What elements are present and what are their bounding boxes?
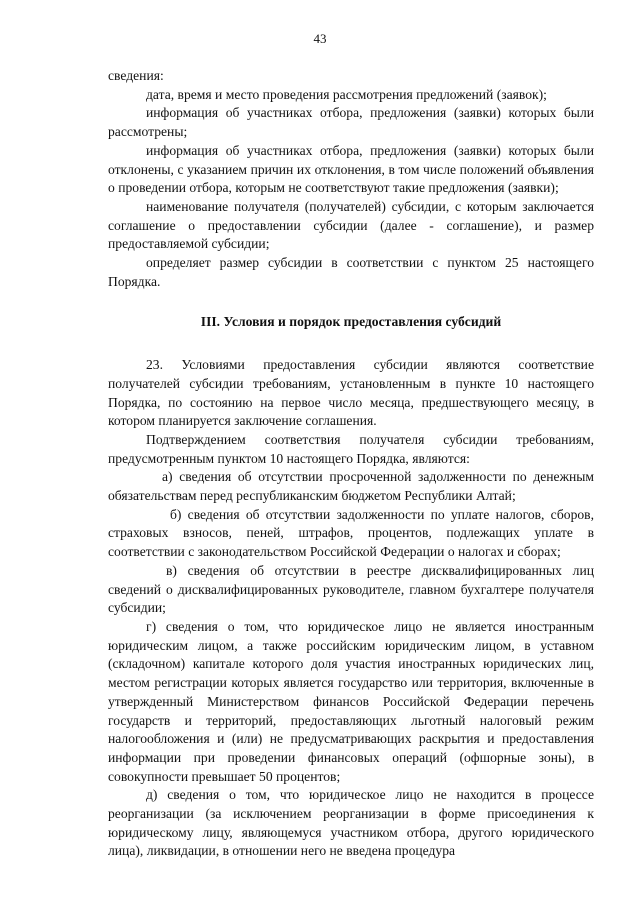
intro-item-recipient: наименование получателя (получателей) субсидии, с которым заключается соглашение о предоставлении субсидии (далее - соглашение), и размер предоставляемой субсидии;: [108, 198, 594, 252]
clause-b: б) сведения об отсутствии задолженности по уплате налогов, сборов, страховых взносов, пеней, штрафов, процентов, подлежащих уплате в соответствии с законодательством Российской Федерации о налогах и сборах;: [108, 506, 594, 560]
intro-item-date: дата, время и место проведения рассмотрения предложений (заявок);: [146, 86, 547, 102]
intro-item-reviewed: информация об участниках отбора, предложения (заявки) которых были рассмотрены;: [108, 105, 594, 140]
clause-v: в) сведения об отсутствии в реестре дисквалифицированных лиц сведений о дисквалифицированных руководителе, главном бухгалтере получателя субсидии;: [108, 562, 594, 616]
intro-lead: сведения:: [108, 68, 164, 83]
paragraph-confirmation: Подтверждением соответствия получателя субсидии требованиям, предусмотренным пунктом 10 настоящего Порядка, являются:: [108, 431, 594, 466]
clause-a: а) сведения об отсутствии просроченной задолженности по денежным обязательствам перед республиканским бюджетом Республики Алтай;: [108, 469, 594, 504]
section-heading: III. Условия и порядок предоставления субсидий: [200, 314, 502, 330]
clause-d: д) сведения о том, что юридическое лицо не находится в процессе реорганизации (за исключением реорганизации в форме присоединения к юридическому лицу, являющемуся участником отбора, другого юридического лица), ликвидации, в отношении него не введена процедура: [108, 787, 594, 859]
paragraph-23: 23. Условиями предоставления субсидии являются соответствие получателей субсидии требованиям, установленным в пункте 10 настоящего Порядка, по состоянию на первое число месяца, предшествующего месяцу, в котором планируется заключение соглашения.: [108, 357, 594, 429]
page-number: 43: [313, 31, 327, 46]
clause-g: г) сведения о том, что юридическое лицо не является иностранным юридическим лицом, а также российским юридическим лицом, в уставном (складочном) капитале которого доля участия иностранных юридических лиц, местом регистрации которых является государство или территория, включенные в утвержденный Министерством финансов Российской Федерации перечень государств и территорий, предоставляющих льготный налоговый режим налогообложения и (или) не предусматривающих раскрытия и предоставления информации при проведении финансовых операций (офшорные зоны), в совокупности превышает 50 процентов;: [108, 618, 594, 784]
page-content: [108, 67, 594, 861]
intro-item-amount: определяет размер субсидии в соответствии с пунктом 25 настоящего Порядка.: [108, 255, 594, 289]
intro-item-rejected: информация об участниках отбора, предложения (заявки) которых были отклонены, с указанием причин их отклонения, в том числе положений объявления о проведении отбора, которым не соответствуют такие предложения (заявки);: [108, 142, 594, 196]
